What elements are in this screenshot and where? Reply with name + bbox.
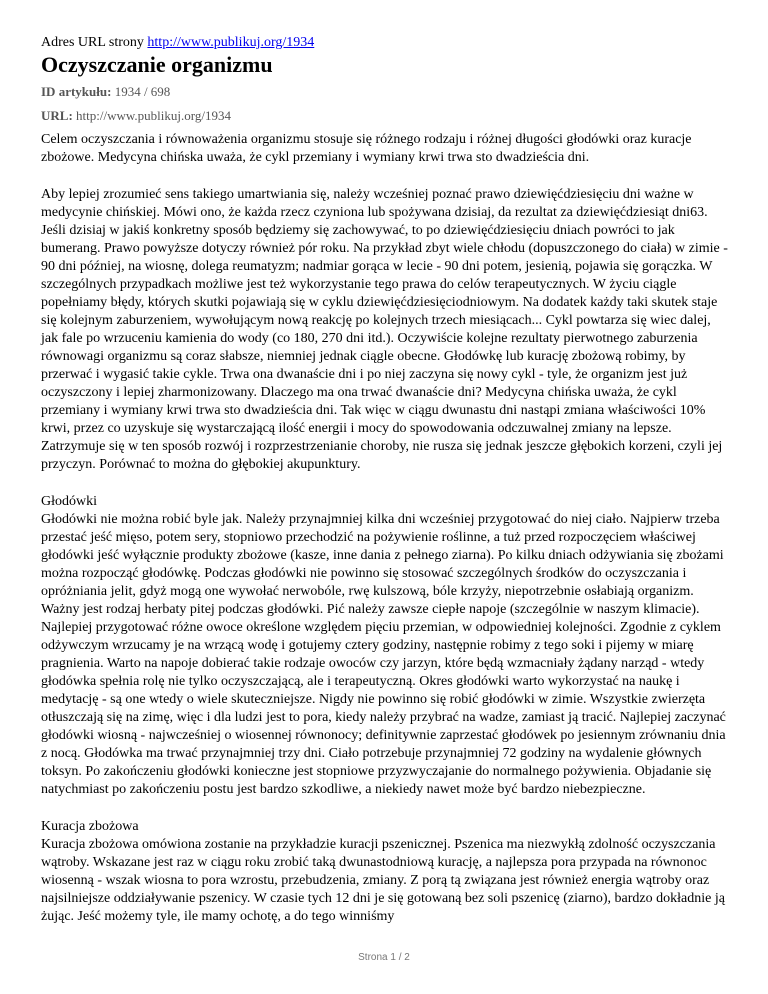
page-address-link[interactable]: http://www.publikuj.org/1934 xyxy=(147,35,315,50)
article-url-value: http://www.publikuj.org/1934 xyxy=(76,108,231,123)
article-url-line xyxy=(41,107,731,124)
ninety-days-paragraph: Aby lepiej zrozumieć sens takiego umartwiania się, należy wcześniej poznać prawo dziewięćdziesięciu dni ważne w medycynie chińskiej. Mówi ono, że każda rzecz czyniona lub spożywana dzisiaj, da rezultat za dziewięćdziesiąt dni63. Jeśli dzisiaj w jakiś konkretny sposób będziemy się zachowywać, to po dziewięćdziesięciu dniach powróci to jak bumerang. Prawo powyższe dotyczy również pór roku. Na przykład zbyt wiele chłodu (dopuszczonego do ciała) w zimie - 90 dni później, na wiosnę, dolega reumatyzm; nadmiar gorąca w lecie - 90 dni potem, jesienią, pojawia się gorączka. W szczególnych przypadkach możliwe jest też wykorzystanie tego prawa do celów terapeutycznych. W życiu ciągle popełniamy błędy, których skutki pojawiają się w cyklu dziewięćdziesięciodniowym. Na dodatek każdy taki skutek staje się kolejnym zaburzeniem, wywołującym nową reakcję po kolejnych trzech miesiącach... Cykl powtarza się wiec dalej, jak fale po wrzuceniu kamienia do wody (co 180, 270 dni itd.). Oczywiście kolejne rezultaty pierwotnego zaburzenia równowagi organizmu są coraz słabsze, niemniej jednak ciągle obecne. Głodówkę lub kurację zbożową robimy, by przerwać i wygasić takie cykle. Trwa ona dwanaście dni i po niej zaczyna się nowy cykl - tyle, że organizm jest już oczyszczony i lepiej zharmonizowany. Dlaczego ma ona trwać dwanaście dni? Medycyna chińska uważa, że cykl przemiany i wymiany krwi trwa sto dwadzieścia dni. Tak więc w ciągu dwunastu dni nastąpi zmiana właściwości 10% krwi, przez co uzyskuje się wystarczającą ilość energii i mocy do spowodowania odczuwalnej zmiany na lepsze. Zatrzymuje się w ten sposób rozwój i rozprzestrzenianie choroby, nie rusza się jednak jeszcze głębokich korzeni, czyli jej przyczyn. Porównać to można do głębokiej akupunktury. xyxy=(41,187,728,472)
section-grain-cure-title: Kuracja zbożowa xyxy=(41,819,139,834)
article-id-label: ID artykułu: xyxy=(41,84,112,99)
page-address xyxy=(41,34,731,52)
section-grain-cure-body: Kuracja zbożowa omówiona zostanie na przykładzie kuracji pszenicznej. Pszenica ma niezwykłą zdolność oczyszczania wątroby. Wskazane jest raz w ciągu roku zrobić taką dwunastodniową kurację, a najlepsza pora przypada na równonoc wiosenną - wszak wiosna to pora wzrostu, przebudzenia, zmiany. Z porą tą związana jest również energia wątroby oraz najsilniejsze oddziaływanie pszenicy. W czasie tych 12 dni je się gotowaną bez soli pszenicę (ziarno), bardzo dokładnie ją żując. Jeść możemy tyle, ile mamy ochotę, a do tego winniśmy xyxy=(41,837,725,924)
article-id-line xyxy=(41,83,731,100)
document-page xyxy=(41,22,731,945)
intro-paragraph: Celem oczyszczania i równoważenia organizmu stosuje się różnego rodzaju i różnej długości głodówki oraz kuracje zbożowe. Medycyna chińska uważa, że cykl przemiany i wymiany krwi trwa sto dwadzieścia dni. xyxy=(41,132,692,165)
article-id-value: 1934 / 698 xyxy=(114,84,171,99)
section-fasting-body: Głodówki nie można robić byle jak. Należy przynajmniej kilka dni wcześniej przygotować do niej ciało. Najpierw trzeba przestać jeść mięso, potem sery, stopniowo przechodzić na pożywienie roślinne, a tuż przed rozpoczęciem właściwej głodówki jeść wyłącznie produkty zbożowe (kasze, inne dania z pełnego ziarna). Po kilku dniach odżywiania się zbożami można rozpocząć głodówkę. Podczas głodówki nie powinno się stosować szczególnych środków do oczyszczania i opróżniania jelit, gdyż mogą one wywołać nerwobóle, rwę kulszową, bóle krzyży, niepotrzebnie osłabiają organizm. Ważny jest rodzaj herbaty pitej podczas głodówki. Pić należy zawsze ciepłe napoje (szczególnie w naszym klimacie). Najlepiej przygotować różne owoce określone względem pięciu przemian, w odpowiedniej kolejności. Zgodnie z cyklem odżywczym wrzucamy je na wrzącą wodę i gotujemy cztery godziny, następnie robimy z tego soki i pijemy w miarę pragnienia. Warto na napoje dobierać takie rodzaje owoców czy jarzyn, które będą wzmacniały żądany narząd - wtedy głodówka spełnia rolę nie tylko oczyszczającą, ale i terapeutyczną. Okres głodówki warto wykorzystać na naukę i medytację - są one wtedy o wiele skuteczniejsze. Nigdy nie powinno się robić głodówki w zimie. Wszystkie zwierzęta otłuszczają się na zimę, więc i dla ludzi jest to pora, kiedy należy przybrać na wadze, zamiast ją tracić. Najlepiej zaczynać głodówki wiosną - najwcześniej o wiosennej równonocy; definitywnie zaprzestać głodówek po jesiennym zrównaniu dnia z nocą. Głodówka ma trwać przynajmniej trzy dni. Ciało potrzebuje przynajmniej 72 godziny na wydalenie głównych toksyn. Po zakończeniu głodówki konieczne jest stopniowe przyzwyczajanie do normalnego pożywienia. Objadanie się natychmiast po zakończeniu postu jest bardzo szkodliwe, a niekiedy nawet może być bardzo niebezpieczne. xyxy=(41,512,726,797)
page-number: Strona 1 / 2 xyxy=(358,952,410,963)
section-fasting xyxy=(41,493,731,799)
article-url-label: URL: xyxy=(41,108,73,123)
article-title: Oczyszczanie organizmu xyxy=(41,52,273,77)
page-address-label: Adres URL strony xyxy=(41,35,144,50)
section-fasting-title: Głodówki xyxy=(41,494,97,509)
section-grain-cure xyxy=(41,818,731,926)
